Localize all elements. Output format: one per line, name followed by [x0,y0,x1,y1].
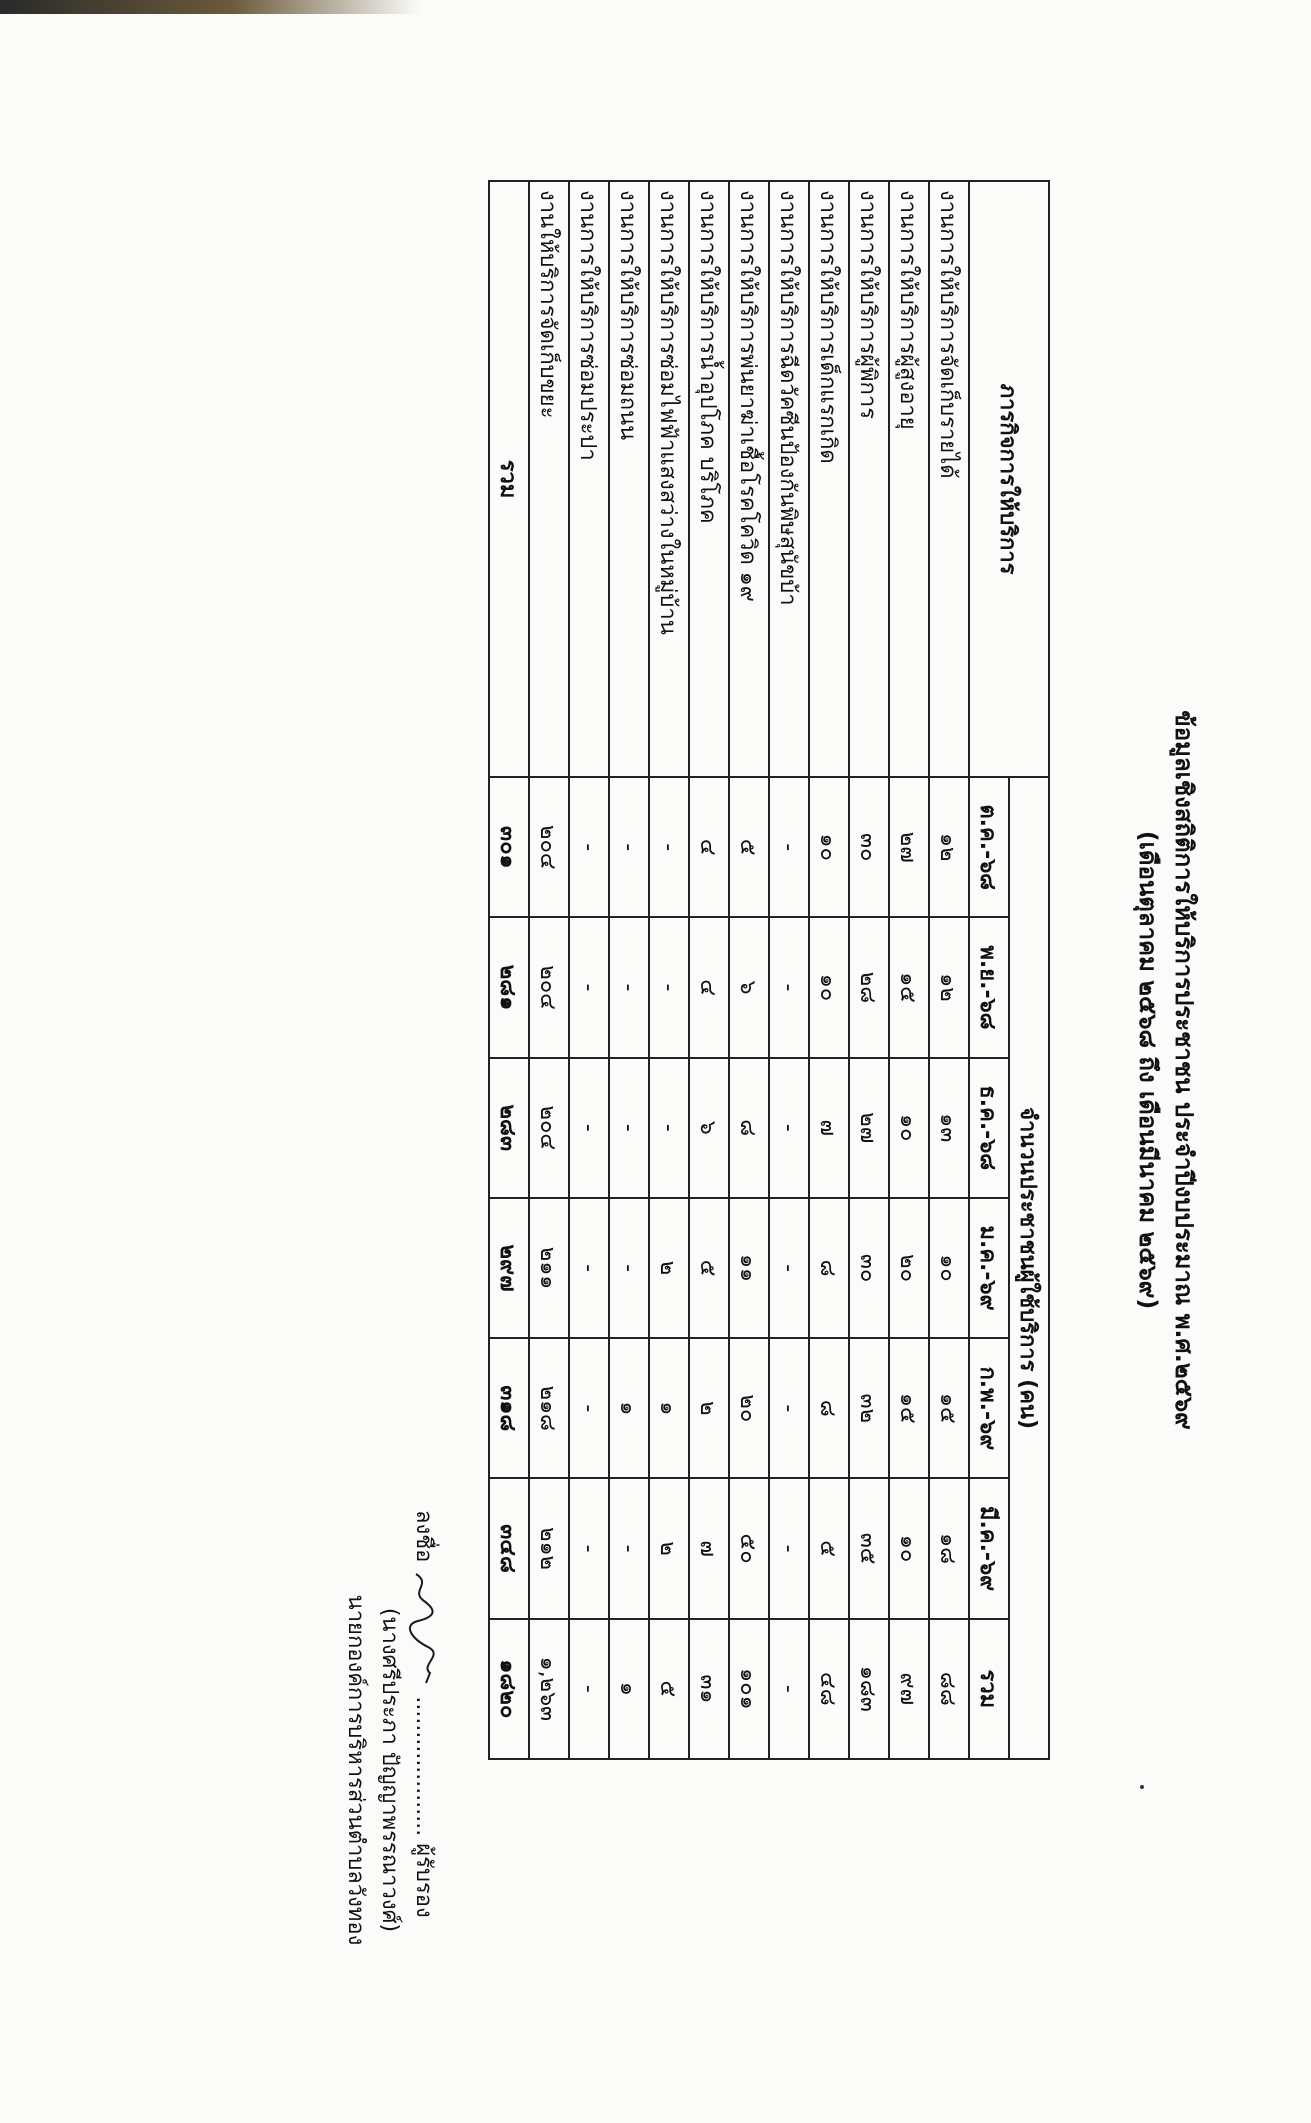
value-cell: ๒๑๘ [529,1338,569,1478]
report-sheet [140,120,1200,2120]
value-cell: ๒๑๒ [529,1478,569,1618]
value-cell: - [569,1478,609,1618]
value-cell: ๒ [649,1478,689,1618]
service-name: งานการให้บริการพ่นยาฆ่าเชื้อโรคโควิด ๑๙ [729,181,769,777]
value-cell: - [649,777,689,917]
signature-block [338,1510,440,2030]
value-cell: - [609,1058,649,1198]
value-cell: ๒ [649,1198,689,1338]
value-cell: ๘ [729,1058,769,1198]
value-cell: ๕ [729,777,769,917]
value-cell: ๑๓ [929,1058,969,1198]
value-cell: ๒๗ [849,1058,889,1198]
value-cell: ๑๒ [929,917,969,1057]
value-cell: ๑๒ [929,777,969,917]
value-cell: ๒ [689,1338,729,1478]
row-total-cell: - [769,1619,809,1759]
signer-name: (นางศรีประภา ปัญญาพรรณาวงศ์) [377,1607,402,1933]
sign-prefix: ลงชื่อ [411,1510,436,1563]
table-row [889,181,929,1759]
value-cell: ๔ [689,917,729,1057]
month-header: ต.ค.-๖๘ [969,777,1009,917]
handwritten-signature [406,1569,440,1689]
scan-speck [1140,1785,1144,1789]
value-cell: - [609,1198,649,1338]
header-mission: ภารกิจการให้บริการ [969,181,1049,777]
value-cell: ๑๐ [809,777,849,917]
value-cell: ๑๕ [889,917,929,1057]
value-cell: ๒๗ [889,777,929,917]
value-cell: ๔ [689,777,729,917]
value-cell: ๑ [649,1338,689,1478]
value-cell: ๘ [809,1198,849,1338]
total-header: รวม [969,1619,1009,1759]
value-cell: - [769,1338,809,1478]
service-name: งานการให้บริการเด็กแรกเกิด [809,181,849,777]
value-cell: ๑๐ [889,1478,929,1618]
month-header: มี.ค.-๖๙ [969,1478,1009,1618]
total-cell: ๓๔๘ [489,1478,529,1618]
value-cell: - [769,777,809,917]
value-cell: ๕ [689,1198,729,1338]
value-cell: ๗ [809,1058,849,1198]
value-cell: - [609,1478,649,1618]
table-row [569,181,609,1759]
row-total-cell: ๙๗ [889,1619,929,1759]
row-total-cell: ๑๘๓ [849,1619,889,1759]
table-row [649,181,689,1759]
value-cell: ๑๕ [929,1338,969,1478]
month-header: พ.ย.-๖๘ [969,917,1009,1057]
header-group: จำนวนประชาชนผู้ใช้บริการ (คน) [1009,777,1049,1759]
value-cell: ๕ [809,1478,849,1618]
value-cell: ๒๑๑ [529,1198,569,1338]
value-cell: ๑๐ [929,1198,969,1338]
row-total-cell: ๔๘ [809,1619,849,1759]
value-cell: ๗ [689,1478,729,1618]
value-cell: ๓๕ [849,1478,889,1618]
service-name: งานการให้บริการน้ำอุปโภค บริโภค [689,181,729,777]
table-row [529,181,569,1759]
row-total-cell: ๑,๒๖๓ [529,1619,569,1759]
value-cell: ๑๐ [809,917,849,1057]
table-row [849,181,889,1759]
row-total-cell: ๕ [649,1619,689,1759]
total-cell: ๒๘๑ [489,917,529,1057]
value-cell: ๒๐๔ [529,777,569,917]
signer-position: นายกองค์การบริหารส่วนตำบลวังทอง [343,1594,368,1946]
value-cell: - [609,777,649,917]
value-cell: - [769,1058,809,1198]
total-cell: ๓๐๑ [489,777,529,917]
document-subtitle: (เดือนตุลาคม ๒๕๖๘ ถึง เดือนมีนาคม ๒๕๖๙) [1134,830,1162,1310]
value-cell: ๓๐ [849,777,889,917]
statistics-table [488,180,1050,1760]
scan-edge-strip [0,0,420,14]
value-cell: - [569,1058,609,1198]
value-cell: ๒๐๔ [529,1058,569,1198]
table-row [929,181,969,1759]
value-cell: - [649,917,689,1057]
value-cell: - [649,1058,689,1198]
value-cell: ๘ [809,1338,849,1478]
value-cell: ๒๐ [729,1338,769,1478]
document-title: ข้อมูลเชิงสถิติการให้บริการประชาชน ประจำปีงบประมาณ พ.ศ.๒๕๖๙ [1170,710,1198,1430]
value-cell: ๖ [689,1058,729,1198]
table-row [729,181,769,1759]
row-total-cell: ๑๐๑ [729,1619,769,1759]
signature-line: ลงชื่อ .................... ผู้รับรอง [406,1510,440,2030]
value-cell: - [569,777,609,917]
value-cell: ๑ [609,1338,649,1478]
value-cell: - [569,917,609,1057]
row-total-cell: ๓๑ [689,1619,729,1759]
value-cell: - [569,1198,609,1338]
row-total-cell: - [569,1619,609,1759]
value-cell: - [769,1198,809,1338]
value-cell: ๑๑ [729,1198,769,1338]
total-cell: ๓๑๘ [489,1338,529,1478]
service-name: งานการให้บริการผู้สูงอายุ [889,181,929,777]
service-name: งานการให้บริการผู้พิการ [849,181,889,777]
value-cell: ๒๐๔ [529,917,569,1057]
total-row [489,181,529,1759]
value-cell: - [609,917,649,1057]
value-cell: ๖ [729,917,769,1057]
table-row [769,181,809,1759]
total-cell: ๒๙๗ [489,1198,529,1338]
month-header: ม.ค.-๖๙ [969,1198,1009,1338]
row-total-cell: ๑ [609,1619,649,1759]
value-cell: - [769,917,809,1057]
service-name: งานการให้บริการจัดเก็บรายได้ [929,181,969,777]
service-name: งานการให้บริการซ่อมถนน [609,181,649,777]
value-cell: ๑๐ [889,1058,929,1198]
value-cell: ๒๘ [849,917,889,1057]
value-cell: ๑๘ [929,1478,969,1618]
value-cell: ๓๒ [849,1338,889,1478]
value-cell: - [569,1338,609,1478]
total-cell: ๒๘๓ [489,1058,529,1198]
service-name: งานการให้บริการฉีดวัคซีนป้องกันพิษสุนัขบ้า [769,181,809,777]
value-cell: ๕๐ [729,1478,769,1618]
table-row [809,181,849,1759]
month-header: ธ.ค.-๖๘ [969,1058,1009,1198]
service-name: งานให้บริการจัดเก็บขยะ [529,181,569,777]
month-header: ก.พ.-๖๙ [969,1338,1009,1478]
total-cell: ๑๘๒๐ [489,1619,529,1759]
table-row [609,181,649,1759]
value-cell: - [769,1478,809,1618]
sign-suffix: ผู้รับรอง [411,1843,436,1918]
value-cell: ๒๐ [889,1198,929,1338]
table-row [689,181,729,1759]
total-label: รวม [489,181,529,777]
row-total-cell: ๘๘ [929,1619,969,1759]
service-name: งานการให้บริการซ่อมประปา [569,181,609,777]
value-cell: ๓๐ [849,1198,889,1338]
value-cell: ๑๕ [889,1338,929,1478]
service-name: งานการให้บริการซ่อมไฟฟ้าแสงสว่างในหมู่บ้าน [649,181,689,777]
